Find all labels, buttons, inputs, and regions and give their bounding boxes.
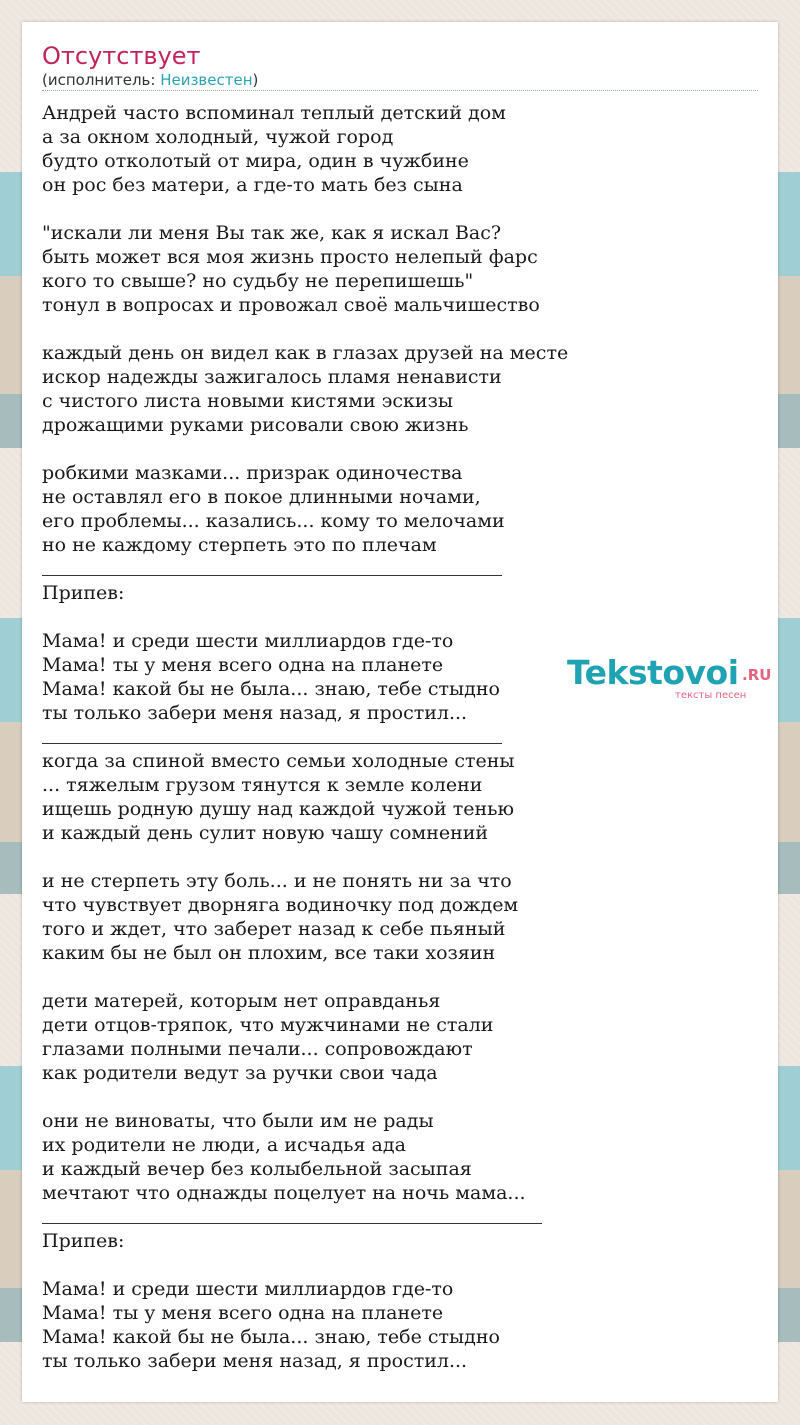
lyric-line: когда за спиной вместо семьи холодные стены [42, 750, 515, 772]
lyric-line: мечтают что однажды поцелует на ночь мама... [42, 1182, 526, 1204]
lyric-line: каким бы не был он плохим, все таки хозяин [42, 942, 496, 964]
lyric-line: глазами полными печали... сопровождают [42, 1038, 473, 1060]
lyric-line: но не каждому стерпеть это по плечам [42, 534, 437, 556]
section-separator [42, 1205, 758, 1229]
stanza-gap [42, 317, 758, 341]
logo-tagline: тексты песен [675, 690, 747, 701]
lyric-line: искор надежды зажигалось пламя ненависти [42, 366, 502, 388]
lyric-line: ... тяжелым грузом тянутся к земле колени [42, 774, 483, 796]
lyric-line: каждый день он видел как в глазах друзей на месте [42, 342, 569, 364]
lyric-line: тонул в вопросах и провожал своё мальчишество [42, 294, 540, 316]
lyric-line: дети отцов-тряпок, что мужчинами не стали [42, 1014, 494, 1036]
lyric-line: дети матерей, которым нет оправданья [42, 990, 441, 1012]
lyric-line: его проблемы... казались... кому то мелочами [42, 510, 505, 532]
stanza-gap [42, 1253, 758, 1277]
lyric-line: будто отколотый от мира, один в чужбине [42, 150, 469, 172]
lyric-line: кого то свыше? но судьбу не перепишешь" [42, 270, 474, 292]
lyric-line: ты только забери меня назад, я простил... [42, 702, 468, 724]
lyric-line: и каждый день сулит новую чашу сомнений [42, 822, 489, 844]
lyric-line: Мама! и среди шести миллиардов где-то [42, 630, 454, 652]
lyric-line: быть может вся моя жизнь просто нелепый фарс [42, 246, 538, 268]
title-divider [42, 90, 758, 91]
lyrics-text [42, 101, 758, 1373]
lyric-line: Припев: [42, 1230, 125, 1252]
lyric-line: Мама! ты у меня всего одна на планете [42, 654, 444, 676]
artist-line [42, 71, 258, 89]
stanza-gap [42, 965, 758, 989]
lyric-line: робкими мазками... призрак одиночества [42, 462, 463, 484]
logo-wordmark: Tekstovoi [567, 653, 739, 692]
lyric-line: Мама! ты у меня всего одна на планете [42, 1302, 444, 1324]
lyric-line: их родители не люди, а исчадья ада [42, 1134, 406, 1156]
section-separator [42, 557, 758, 581]
lyric-line: Припев: [42, 582, 125, 604]
lyric-line: Андрей часто вспоминал теплый детский дом [42, 102, 506, 124]
section-separator [42, 725, 758, 749]
lyric-line: Мама! и среди шести миллиардов где-то [42, 1278, 454, 1300]
lyric-line: как родители ведут за ручки свои чада [42, 1062, 438, 1084]
lyric-line: они не виноваты, что были им не рады [42, 1110, 434, 1132]
lyrics-card [22, 22, 778, 1402]
artist-link[interactable]: Неизвестен [160, 71, 253, 89]
lyric-line: того и ждет, что заберет назад к себе пьяный [42, 918, 506, 940]
lyric-line: что чувствует дворняга водиночку под дождем [42, 894, 519, 916]
lyric-line: "искали ли меня Вы так же, как я искал Вас? [42, 222, 502, 244]
stanza-gap [42, 845, 758, 869]
lyric-line: он рос без матери, а где-то мать без сына [42, 174, 463, 196]
stanza-gap [42, 1085, 758, 1109]
lyric-line: с чистого листа новыми кистями эскизы [42, 390, 454, 412]
artist-prefix: (исполнитель: [42, 71, 161, 89]
artist-suffix: ) [252, 71, 259, 89]
lyric-line: ищешь родную душу над каждой чужой тенью [42, 798, 515, 820]
lyric-line: Мама! какой бы не была... знаю, тебе стыдно [42, 678, 500, 700]
lyric-line: дрожащими руками рисовали свою жизнь [42, 414, 469, 436]
song-title: Отсутствует [42, 42, 201, 70]
stanza-gap [42, 197, 758, 221]
site-logo[interactable] [567, 653, 777, 701]
stanza-gap [42, 437, 758, 461]
lyric-line: а за окном холодный, чужой город [42, 126, 394, 148]
logo-domain: .RU [742, 666, 772, 684]
lyric-line: и каждый вечер без колыбельной засыпая [42, 1158, 472, 1180]
lyric-line: ты только забери меня назад, я простил... [42, 1350, 468, 1372]
stanza-gap [42, 605, 758, 629]
lyric-line: и не стерпеть эту боль... и не понять ни за что [42, 870, 512, 892]
lyric-line: не оставлял его в покое длинными ночами, [42, 486, 481, 508]
lyric-line: Мама! какой бы не была... знаю, тебе стыдно [42, 1326, 500, 1348]
